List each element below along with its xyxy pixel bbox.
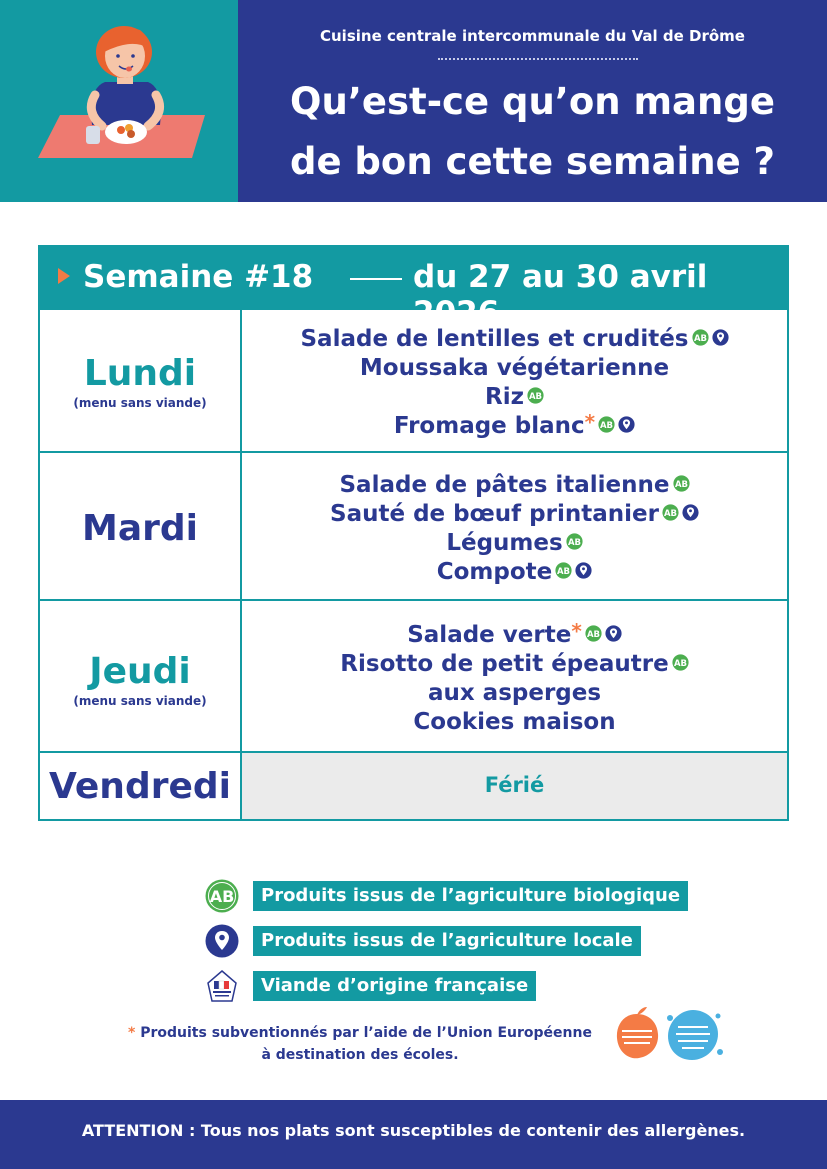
location-pin-icon: [205, 924, 239, 958]
lait-produits-laitiers-ecole-logo: [662, 1006, 724, 1064]
location-pin-icon: [712, 329, 729, 346]
banner-dash: [350, 278, 402, 280]
ab-bio-icon: [672, 654, 689, 671]
dotted-divider: [438, 58, 638, 60]
organization-name: Cuisine centrale intercommunale du Val de Drôme: [320, 27, 745, 45]
dish-label: aux asperges: [427, 680, 602, 706]
menu-grid: [38, 309, 789, 821]
day-name: Mardi: [82, 508, 198, 549]
dish-cell: [242, 309, 787, 451]
svg-text:AB: AB: [557, 566, 571, 577]
day-note: (menu sans viande): [73, 694, 207, 708]
ab-bio-icon: [527, 387, 544, 404]
dish-item: [242, 679, 787, 708]
footnote-star: *: [128, 1025, 136, 1041]
day-row-mardi: [40, 453, 787, 601]
dish-label: Risotto de petit épeautre: [340, 651, 669, 677]
holiday-label: Férié: [484, 773, 545, 797]
location-pin-icon: [605, 625, 622, 642]
ab-bio-icon: [598, 416, 615, 433]
dish-item: [242, 354, 787, 383]
day-name: Vendredi: [49, 766, 231, 807]
svg-text:AB: AB: [528, 391, 543, 402]
ab-bio-icon: [673, 475, 690, 492]
footnote-line1: Produits subventionnés par l’aide de l’Union Européenne: [140, 1025, 592, 1041]
day-cell: [40, 453, 242, 599]
day-name: Lundi: [83, 353, 197, 394]
dish-label: Cookies maison: [413, 709, 616, 735]
day-cell: [40, 753, 242, 819]
dish-label: Riz: [485, 384, 524, 410]
week-dates: du 27 au 30 avril 2026: [413, 259, 708, 331]
location-pin-icon: [575, 562, 592, 579]
dish-cell: [242, 601, 787, 751]
page-title-line1: Qu’est-ce qu’on mange: [290, 80, 775, 123]
fruits-legumes-ecole-logo: [613, 1006, 661, 1062]
dish-label: Compote: [436, 559, 553, 585]
day-note: (menu sans viande): [73, 396, 207, 410]
dish-label: Légumes: [446, 530, 563, 556]
svg-text:AB: AB: [673, 658, 687, 669]
day-row-lundi: [40, 309, 787, 453]
eu-footnote: [110, 1022, 610, 1066]
allergen-warning-text: ATTENTION : Tous nos plats sont susceptibles de contenir des allergènes.: [81, 1121, 746, 1140]
ab-bio-icon: [692, 329, 709, 346]
svg-text:AB: AB: [693, 333, 707, 344]
ab-bio-icon: [585, 625, 602, 642]
dish-item: [242, 412, 787, 441]
footnote-line2: à destination des écoles.: [261, 1047, 459, 1063]
dish-item: [242, 650, 787, 679]
eu-star: *: [571, 619, 582, 643]
svg-text:AB: AB: [600, 420, 614, 431]
svg-text:AB: AB: [674, 479, 688, 490]
legend-bio-label: Produits issus de l’agriculture biologique: [253, 881, 688, 911]
dish-item: [242, 500, 787, 529]
arrow-icon: [58, 268, 70, 284]
ab-bio-icon: [662, 504, 679, 521]
dish-label: Moussaka végétarienne: [359, 355, 670, 381]
dish-item: [242, 471, 787, 500]
dish-item: [242, 325, 787, 354]
header: [0, 0, 827, 202]
dish-item: [242, 621, 787, 650]
day-name: Jeudi: [89, 651, 191, 692]
svg-text:AB: AB: [586, 629, 600, 640]
dish-label: Salade verte: [407, 622, 572, 648]
dish-cell: [242, 453, 787, 599]
day-cell: [40, 309, 242, 451]
ab-bio-icon: [566, 533, 583, 550]
location-pin-icon: [682, 504, 699, 521]
day-row-jeudi: [40, 601, 787, 753]
dish-item: [242, 558, 787, 587]
header-title-panel: [238, 0, 827, 202]
dish-item: [242, 529, 787, 558]
viandes-de-france-icon: [205, 969, 239, 1003]
legend-local-label: Produits issus de l’agriculture locale: [253, 926, 641, 956]
week-banner: [38, 245, 789, 331]
dish-label: Sauté de bœuf printanier: [330, 501, 659, 527]
dish-label: Salade de pâtes italienne: [339, 472, 670, 498]
header-illustration: [0, 0, 238, 202]
week-label: Semaine #18: [83, 259, 314, 295]
day-cell: [40, 601, 242, 751]
ab-bio-icon: [555, 562, 572, 579]
child-eating-illustration: [0, 0, 238, 202]
location-pin-icon: [618, 416, 635, 433]
day-row-vendredi: [40, 753, 787, 819]
eu-star: *: [584, 410, 596, 434]
legend-viande-label: Viande d’origine française: [253, 971, 536, 1001]
dish-item: [242, 383, 787, 412]
dish-item: [242, 708, 787, 737]
ab-bio-icon: [205, 879, 239, 913]
svg-text:AB: AB: [209, 887, 235, 906]
dish-cell: [242, 753, 787, 819]
svg-text:AB: AB: [567, 537, 581, 548]
dish-label: Salade de lentilles et crudités: [300, 326, 689, 352]
allergen-warning-footer: [0, 1100, 827, 1169]
page-title-line2: de bon cette semaine ?: [289, 140, 776, 183]
dish-label: Fromage blanc: [393, 413, 585, 439]
svg-text:AB: AB: [663, 508, 677, 519]
